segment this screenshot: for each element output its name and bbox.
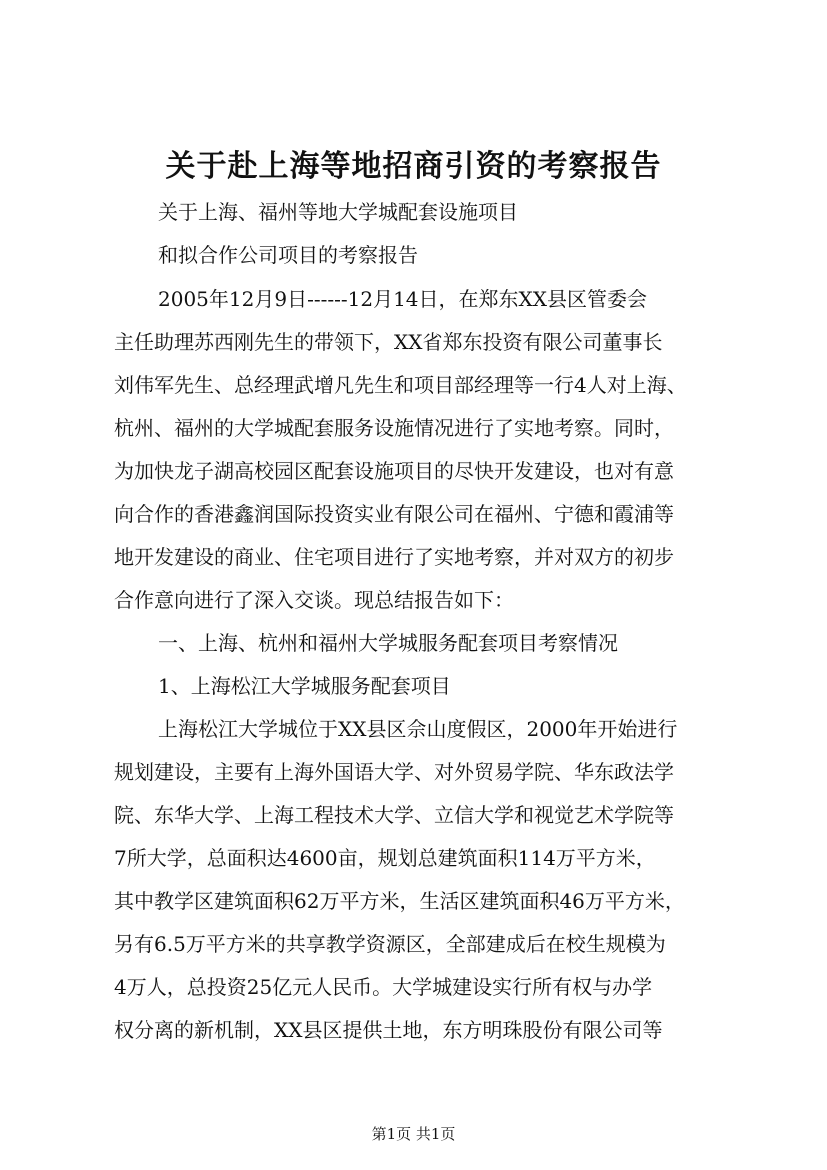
document-title: 关于赴上海等地招商引资的考察报告: [165, 149, 662, 184]
paragraph-line: 上海松江大学城位于XX县区佘山度假区，2000年开始进行: [158, 717, 678, 741]
subsection-heading: 1、上海松江大学城服务配套项目: [158, 674, 451, 698]
paragraph-line: 另有6.5万平方米的共享教学资源区，全部建成后在校生规模为: [114, 932, 666, 956]
subtitle-line-2: 和拟合作公司项目的考察报告: [158, 243, 418, 267]
paragraph-line: 向合作的香港鑫润国际投资实业有限公司在福州、宁德和霞浦等: [114, 502, 674, 526]
paragraph-line: 7所大学，总面积达4600亩，规划总建筑面积114万平方米，: [114, 846, 656, 870]
paragraph-line: 主任助理苏西刚先生的带领下，XX省郑东投资有限公司董事长: [114, 330, 663, 354]
paragraph-line: 其中教学区建筑面积62万平方米，生活区建筑面积46万平方米，: [114, 889, 685, 913]
paragraph-line: 杭州、福州的大学城配套服务设施情况进行了实地考察。同时，: [114, 416, 674, 440]
paragraph-line: 刘伟军先生、总经理武增凡先生和项目部经理等一行4人对上海、: [114, 373, 687, 397]
paragraph-line: 地开发建设的商业、住宅项目进行了实地考察，并对双方的初步: [114, 545, 674, 569]
paragraph-line: 规划建设，主要有上海外国语大学、对外贸易学院、华东政法学: [114, 760, 674, 784]
paragraph-line: 4万人，总投资25亿元人民币。大学城建设实行所有权与办学: [114, 975, 653, 999]
paragraph-line: 权分离的新机制，XX县区提供土地，东方明珠股份有限公司等: [114, 1018, 663, 1042]
paragraph-line: 合作意向进行了深入交谈。现总结报告如下：: [114, 588, 514, 612]
paragraph-line: 为加快龙子湖高校园区配套设施项目的尽快开发建设，也对有意: [114, 459, 674, 483]
paragraph-line: 2005年12月9日------12月14日，在郑东XX县区管委会: [158, 287, 647, 311]
page-number-footer: 第1页 共1页: [371, 1125, 456, 1143]
paragraph-line: 院、东华大学、上海工程技术大学、立信大学和视觉艺术学院等: [114, 803, 674, 827]
subtitle-line-1: 关于上海、福州等地大学城配套设施项目: [158, 200, 518, 224]
section-heading: 一、上海、杭州和福州大学城服务配套项目考察情况: [158, 631, 618, 655]
